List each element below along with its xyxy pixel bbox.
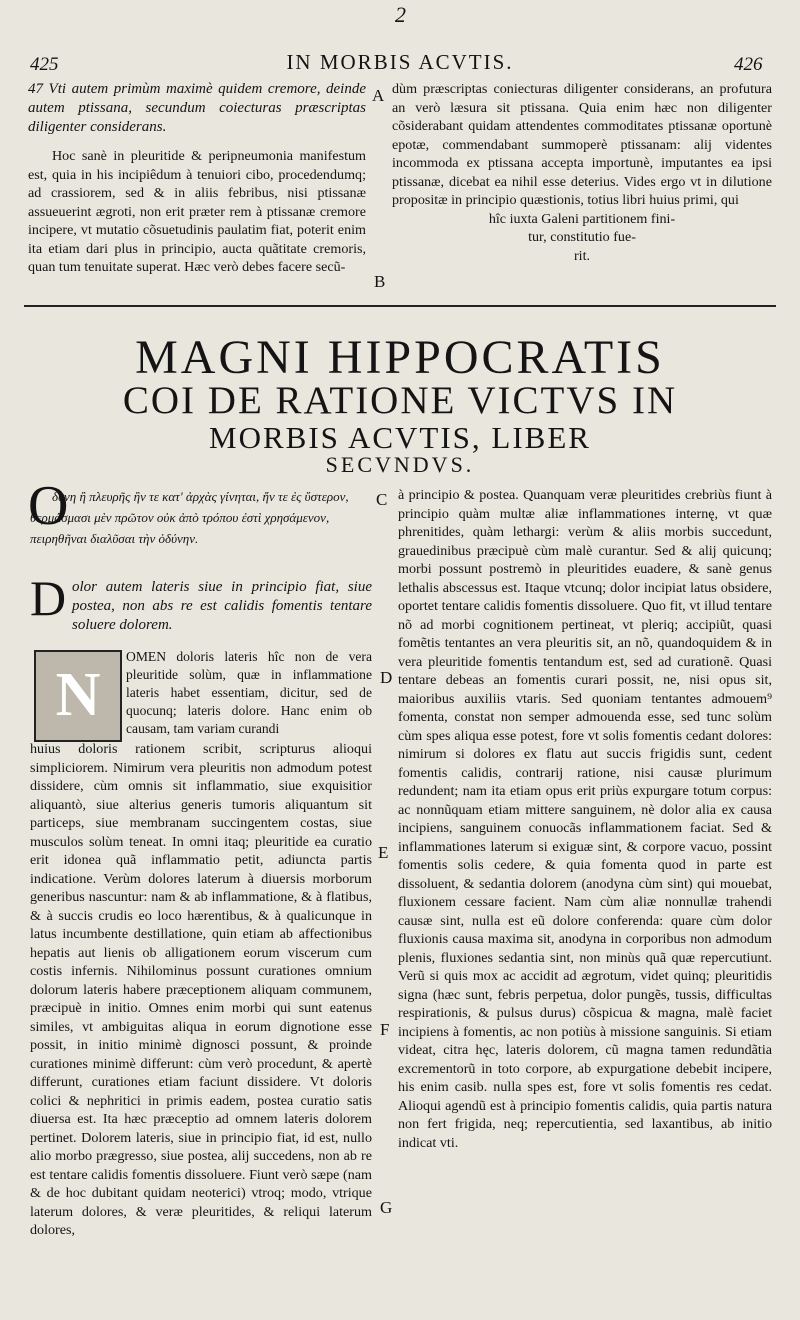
margin-marker-d: D bbox=[380, 668, 393, 687]
ornamental-letter: N bbox=[55, 661, 101, 729]
dropcap-d: D bbox=[30, 570, 67, 626]
top-right-column bbox=[392, 80, 772, 265]
commentary-paragraph: Hoc sanè in pleuritide & peripneumonia manifestum est, quia in his incipiêdum à tenuiori cibo, procedendumq; ad crassiorem, sed & in aliis febribus, nisi ptissanæ assueuerint ægroti, non erit præter rem à ptissanæ cremore incipere, vt mutatio cõsuetudinis paulatim fiat, poterit enim ita etiam dari plus in principio, aucta quãtitate cremoris, quan tum tenuitate superat. Hæc verò debes facere secũ- bbox=[28, 148, 366, 275]
closing-line: tur, constitutio fue- bbox=[528, 229, 636, 245]
running-head: IN MORBIS ACVTIS. bbox=[286, 50, 514, 74]
section-number: 47 bbox=[28, 81, 43, 97]
handwritten-page-number: 2 bbox=[395, 2, 406, 27]
greek-lemma: δυνη ἢ πλευρῆς ἢν τε κατ' ἀρχὰς γίνηται, ἤν τε ἐς ὕστερον, θερμάσμασι μὲν πρῶτον οὐκ ἀπὸ τρόπου ἐστὶ χρησάμενον, πειρηθῆναι διαλῦσαι τὴν ὀδύνην. bbox=[30, 489, 349, 546]
folio-left: 425 bbox=[30, 54, 59, 75]
book-title-line-2: COI DE RATIONE VICTVS IN bbox=[122, 379, 678, 422]
commentary-opening: OMEN doloris lateris hîc non de vera pleuritide solùm, quæ in inflammatione lateris habet essentiam, dicitur, sed de quocunq; lateris dolore. Hanc enim ob causam, tam variam curandi bbox=[126, 649, 372, 736]
margin-marker-c: C bbox=[376, 490, 388, 509]
book-title-line-4: SECVNDVS. bbox=[325, 452, 475, 477]
folio-right: 426 bbox=[734, 54, 763, 75]
ornamental-initial bbox=[34, 650, 122, 742]
closing-line: hîc iuxta Galeni partitionem fini- bbox=[488, 210, 676, 227]
margin-marker-e: E bbox=[378, 843, 389, 862]
right-commentary-column: à principio & postea. Quanquam veræ pleuritides crebriùs fiunt à principio quàm multæ aliæ inflammationes internę, vt quæ phrenitides, quàm lethargi: verùm & aliis morbis succedunt, grauedinibus præcipuè cùm malè curantur. Sed & alij quicunq; morbi possunt postremò in pleuritides euadere, & sanè genus lethalis abscessus est. Itaque vtcunq; dolor incipiat latus obsidere, oportet tentare calidis fomentis dissoluere. Quo fit, vt illud tentare nõ ad morbi cognitionem pertineat, vt pleriq; accipiũt, quasi fomẽtis tentantes an vera pleuritis sit, an nõ, quandoquidem & in vera pleuritide fomentis tentandum est, sed ad curationẽ. Quasi tentare debeas an fomentis curari possit, ne, nisi opus sit, maioribus auxiliis vtaris. Sed quoniam tentantes admouem⁹ fomenta, constat non semper admouenda esse, sed tunc solùm cùm spes aliqua esse potest, fore vt solis fomentis cedant dolores: nimirum si dolores ex flatu aut succis frigidis sunt, cedent fomentis calidis, contrarij ratione, nisi causæ plurimum redundent; nam ita etiam opus erit priùs expurgare totum corpus: ac nonnũquam etiam mittere sanguinem, nè dolor alia ex causa incipiens, sanguinem conuocãs inflammationem faciat. Sed & inflammationes laterum si exiguæ sint, & corpore vacuo, possint fomentis solis cedere, & quia fomenta quod in parte est dissoluent, & sedantia dolorem (anodyna cùm sint) qui mouebat, fluxionem cessare facient. Nam cùm aliæ nonnullæ trahendi causæ sint, nulla est eũ dolore conferenda: quare cùm dolor fluxionis causa maxima sit, anodyna in corporibus non admodum plenis, fluxiones sedantia sint, non minùs quã quæ repercutiunt. Verũ si quis mox ac accidit ad ægrotum, videt quinq; pleuritidis signa (hæc sunt, febris perpetua, dolor pungẽs, tussis, difficultas respirationis, & pulsus durus) cõspicua & magna, malè faciet incipiens à fomentis, ac non potiùs à missione sanguinis. Si etiam videat, citra hęc, lateris dolorem, cũ magna tamen redundãtia excrementorũ in toto corpore, ab expurgatione debebit incipere, his enim casib. nulla spes est, fore vt solis fomentis res cedat. Alioqui agendũ est à principio fomentis calidis, quia partis natura non fert frigida, neq; repercutientia, sed laxantibus, ab initio indicat vti. bbox=[398, 487, 772, 1151]
commentary-body: huius doloris rationem scribit, scripturus alioqui simpliciorem. Nimirum vera pleuritis non admodum potest dissidere, cùm omnis sit inflammatio, siue exquisitior aliquantò, siue alterius generis tumoris aliquantum sit particeps, siue membranam succingentem costas, siue musculos solùm teneat. In omni itaq; pleuritide ea curatio erit idonea quã inflammatio petit, adiuncta partis indicatione. Verùm dolores laterum à diuersis morborum generibus nascuntur: nam & ab inflammatione, & à flatibus, & à succis crudis eo loco hærentibus, & à qualicunque in latus incumbente destillatione, quin etiam ab affectionibus hepatis aut lienis ob alligationem eorum viscerum cum costis infernis. Nihilominus possunt curationes omnium dolorum lateris habere præceptionem aliquam communem, præcipuè in initio. Omnes enim morbi qui sunt eatenus similes, vt ambiguitas aliqua in eorum dignotione esse possit, in initio minimè dignosci possunt, & proinde curationes minimè differunt: cùm verò procedunt, & apertè differunt, curationes etiam faciunt dissidere. Vt doloris colici & nephritici in primis eadem, postea curatio satis diuersa est. Ita hæc præceptio ad omnem lateris dolorem pertinet. Dolorem lateris, siue in principio fiat, id est, nullo alio morbo prægresso, siue postea, alij succedens, non ab re est tentare calidis fomentis dissoluere. Fiunt verò sæpe (nam & de hoc dubitant quidam neoterici) vtroq; modo, vtrique laterum dolores, & veræ pleuritides, & reliqui laterum dolores, bbox=[30, 741, 372, 1238]
margin-marker-f: F bbox=[380, 1020, 390, 1039]
closing-line: rit. bbox=[573, 247, 591, 264]
latin-lemma: olor autem lateris siue in principio fiat, siue postea, non abs re est calidis fomentis tentare soluere dolorem. bbox=[72, 579, 372, 633]
book-title-line-1: MAGNI HIPPOCRATIS bbox=[135, 331, 665, 384]
commentary-paragraph: dùm præscriptas coniecturas diligenter considerans, an profutura an verò læsura sit ptissana. Quia enim hæc non diligenter cõsiderabant quidam attendentes commoditates ptissanæ oportunè epotæ, commendabant summoperè ptissanam: alij videntes incommoda ex ptissana accepta importunè, imputantes ea ipsi ptissanæ, dicebat ea nihil esse deterius. Vides ergo vt in dilutione propositæ in principio quæstionis, totius libri huius primi, qui bbox=[392, 81, 772, 208]
lemma-italic: Vti autem primùm maximè quidem cremore, deinde autem ptissana, secundum coiecturas præscriptas diligenter considerans. bbox=[28, 81, 367, 135]
book-title-line-3: MORBIS ACVTIS, LIBER bbox=[209, 420, 591, 455]
margin-marker-b: B bbox=[374, 272, 386, 291]
section-rule bbox=[24, 305, 776, 307]
greek-initial: O bbox=[28, 475, 69, 537]
margin-marker-a: A bbox=[372, 86, 385, 105]
top-left-column bbox=[28, 80, 366, 277]
margin-marker-g: G bbox=[380, 1198, 393, 1217]
